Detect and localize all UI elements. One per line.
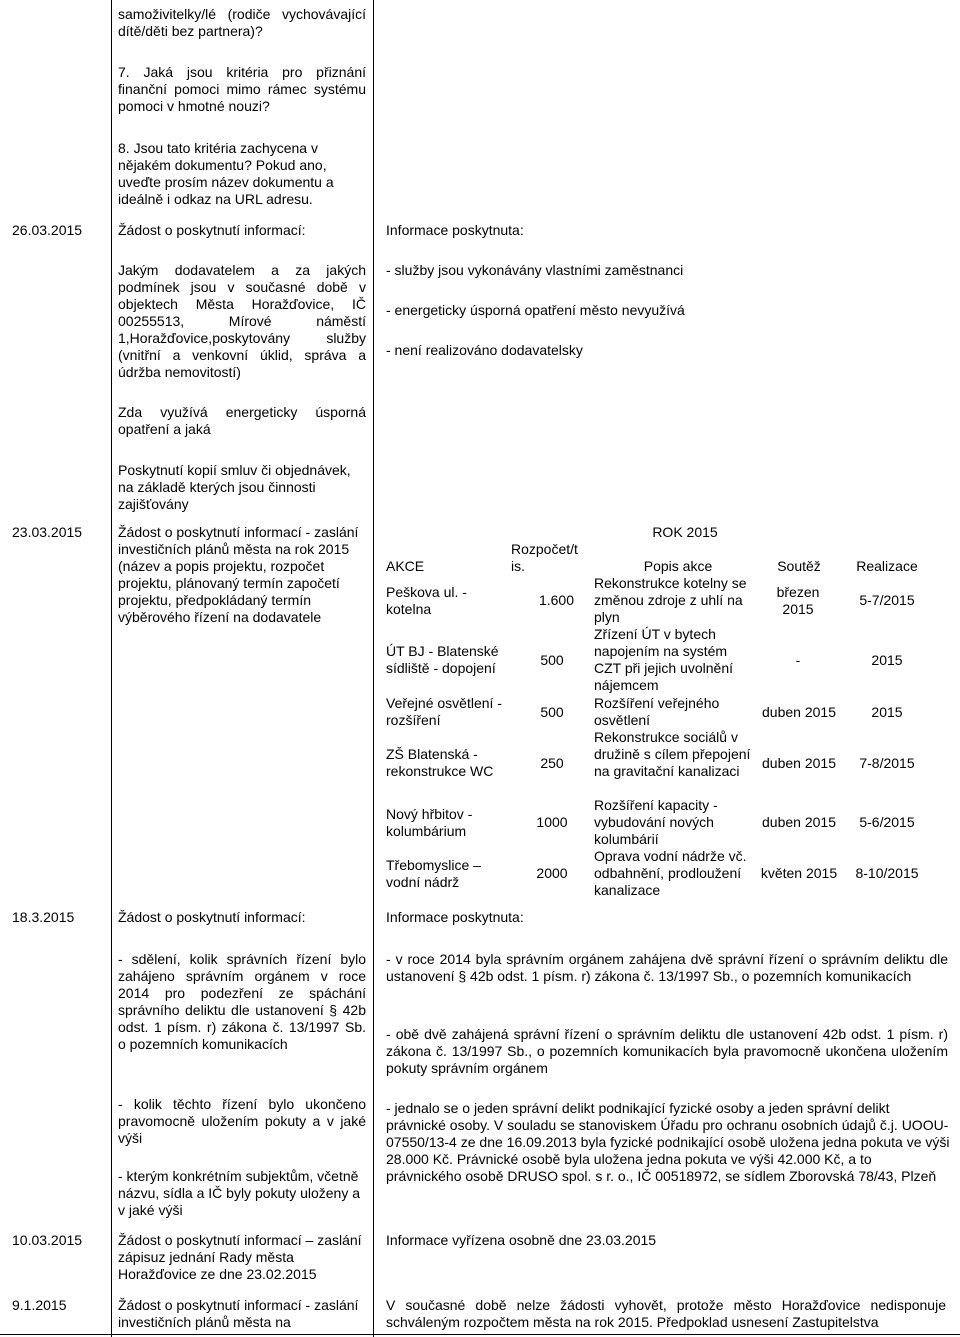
request-text: Žádost o poskytnutí informací - zaslání investičních plánů města na [118, 1297, 359, 1330]
cell-soutez: duben 2015 [762, 814, 836, 830]
answer-heading: Informace poskytnuta: [386, 222, 524, 238]
cell-akce: Peškova ul. - kotelna [386, 584, 467, 617]
question-7: 7. Jaká jsou kritéria pro přiznání finanční pomoci mimo rámec systému pomoci v hmotné nouzi? [118, 64, 366, 114]
cell-akce: ÚT BJ - Blatenské sídliště - dopojení [386, 643, 499, 676]
cell-soutez: květen 2015 [760, 865, 838, 881]
entry-title: Žádost o poskytnutí informací: [118, 909, 306, 925]
cell-rozpocet: 1.600 [538, 592, 574, 608]
cell-soutez: - [795, 652, 801, 668]
cell-realizace: 5-6/2015 [859, 814, 915, 830]
entry-date: 26.03.2015 [12, 222, 83, 238]
cell-realizace: 2015 [871, 652, 903, 668]
header-rozpocet: Rozpočet/tis. [511, 541, 578, 574]
cell-realizace: 2015 [871, 704, 903, 720]
cell-akce: ZŠ Blatenská - rekonstrukce WC [386, 746, 494, 779]
entry-date: 23.03.2015 [12, 524, 83, 540]
answer-text: - jednalo se o jeden správní delikt podnikající fyzické osoby a jeden správní delikt právnické osoby. V souladu se stanoviskem Úřadu pro ochranu osobních údajů č.j. UOOU-07550/13-4 ze dne 16.09.2013 byla fyzické podnikající osobě uložena jedna pokuta ve výši 28.000 Kč. Právnické osobě byla uložena jedna pokuta ve výši 42.000 Kč, a to právnického osobě DRUSO spol. s r. o., IČ 00518972, se sídlem Zborovská 78/43, Plzeň [386, 1100, 950, 1184]
entry-title: Žádost o poskytnutí informací: [118, 222, 306, 238]
header-akce: AKCE [386, 558, 425, 574]
cell-rozpocet: 500 [540, 652, 564, 668]
right-column-divider [373, 0, 374, 1337]
cell-popis: Rozšíření kapacity - vybudování nových kolumbárií [594, 797, 718, 847]
cell-akce: Veřejné osvětlení - rozšíření [386, 695, 502, 728]
answer-text: - obě dvě zahájená správní řízení o správním deliktu dle ustanovení 42b odst. 1 písm. r) zákona č. 13/1997 Sb., o pozemních komunikacích byla pravomocně ukončena uložením pokuty správním orgánem [386, 1026, 948, 1076]
cell-popis: Oprava vodní nádrže vč. odbahnění, prodloužení kanalizace [594, 848, 747, 898]
cell-rozpocet: 250 [540, 755, 564, 771]
cell-popis: Rekonstrukce kotelny se změnou zdroje z uhlí na plyn [594, 575, 747, 625]
answer-text: - služby jsou vykonávány vlastními zaměstnanci [386, 262, 684, 278]
cell-soutez: duben 2015 [762, 755, 836, 771]
cell-rozpocet: 1000 [536, 814, 568, 830]
cell-soutez: březen 2015 [776, 584, 820, 617]
request-text: Jakým dodavatelem a za jakých podmínek jsou v současné době v objektech Města Horažďovice, IČ 00255513, Mírové náměstí 1,Horažďovice,poskytovány služby (vnitřní a venkovní úklid, správa a údržba nemovitostí) [118, 262, 366, 380]
header-realizace: Realizace [856, 558, 918, 574]
cell-realizace: 5-7/2015 [859, 592, 915, 608]
answer-text: - v roce 2014 byla správním orgánem zahájena dvě správní řízení o správním deliktu dle ustanovení § 42b odst. 1 písm. r) zákona č. 13/1997 Sb., o pozemních komunikacích [386, 951, 948, 984]
cell-rozpocet: 2000 [536, 865, 568, 881]
request-text: Žádost o poskytnutí informací - zaslání investičních plánů města na rok 2015 (název a popis projektu, rozpočet projektu, plánovaný termín započetí projektu, předpokládaný termín výběrového řízení na dodavatele [118, 524, 359, 625]
bottom-border [0, 1334, 960, 1335]
entry-date: 9.1.2015 [12, 1297, 67, 1313]
request-text: - kolik těchto řízení bylo ukončeno pravomocně uložením pokuty a v jaké výši [118, 1096, 366, 1146]
cell-realizace: 8-10/2015 [855, 865, 919, 881]
answer-text: - energeticky úsporná opatření město nevyužívá [386, 302, 685, 318]
cell-akce: Třebomyslice – vodní nádrž [386, 857, 481, 890]
request-text: Zda využívá energeticky úsporná opatření a jaká [118, 404, 366, 437]
request-text: Žádost o poskytnutí informací – zaslání zápisuz jednání Rady města Horažďovice ze dne 23.02.2015 [118, 1232, 362, 1282]
cell-popis: Rekonstrukce sociálů v družině s cílem přepojení na gravitační kanalizaci [594, 729, 751, 779]
cell-akce: Nový hřbitov - kolumbárium [386, 806, 473, 839]
request-text: - sdělení, kolik správních řízení bylo zahájeno správním orgánem v roce 2014 pro podezření ze spáchání správního deliktu dle ustanovení § 42b odst. 1 písm. r) zákona č. 13/1997 Sb. o pozemních komunikacích [118, 951, 366, 1052]
request-text: Poskytnutí kopií smluv či objednávek, na základě kterých jsou činnosti zajišťovány [118, 462, 351, 512]
table-title: ROK 2015 [652, 524, 718, 540]
cell-realizace: 7-8/2015 [859, 755, 915, 771]
entry-date: 10.03.2015 [12, 1232, 83, 1248]
header-soutez: Soutěž [777, 558, 821, 574]
answer-text: V současné době nelze žádosti vyhovět, protože město Horažďovice nedisponuje schváleným rozpočtem města na rok 2015. Předpoklad usnesení Zastupitelstva [386, 1297, 946, 1330]
answer-heading: Informace poskytnuta: [386, 909, 524, 925]
left-column-divider [111, 0, 112, 1337]
cell-soutez: duben 2015 [762, 704, 836, 720]
answer-text: Informace vyřízena osobně dne 23.03.2015 [386, 1232, 657, 1248]
cell-popis: Zřízení ÚT v bytech napojením na systém CZT při jejich uvolnění nájemcem [594, 626, 734, 693]
cell-rozpocet: 500 [540, 704, 564, 720]
header-popis: Popis akce [643, 558, 713, 574]
top-continuation-text: samoživitelky/lé (rodiče vychovávající dítě/děti bez partnera)? [118, 6, 366, 39]
entry-date: 18.3.2015 [12, 909, 75, 925]
cell-popis: Rozšíření veřejného osvětlení [594, 695, 720, 728]
answer-text: - není realizováno dodavatelsky [386, 342, 583, 358]
request-text: - kterým konkrétním subjektům, včetně názvu, sídla a IČ byly pokuty uloženy a v jaké výši [118, 1168, 361, 1218]
question-8: 8. Jsou tato kritéria zachycena v nějakém dokumentu? Pokud ano, uveďte prosím název dokumentu a ideálně i odkaz na URL adresu. [118, 140, 334, 207]
